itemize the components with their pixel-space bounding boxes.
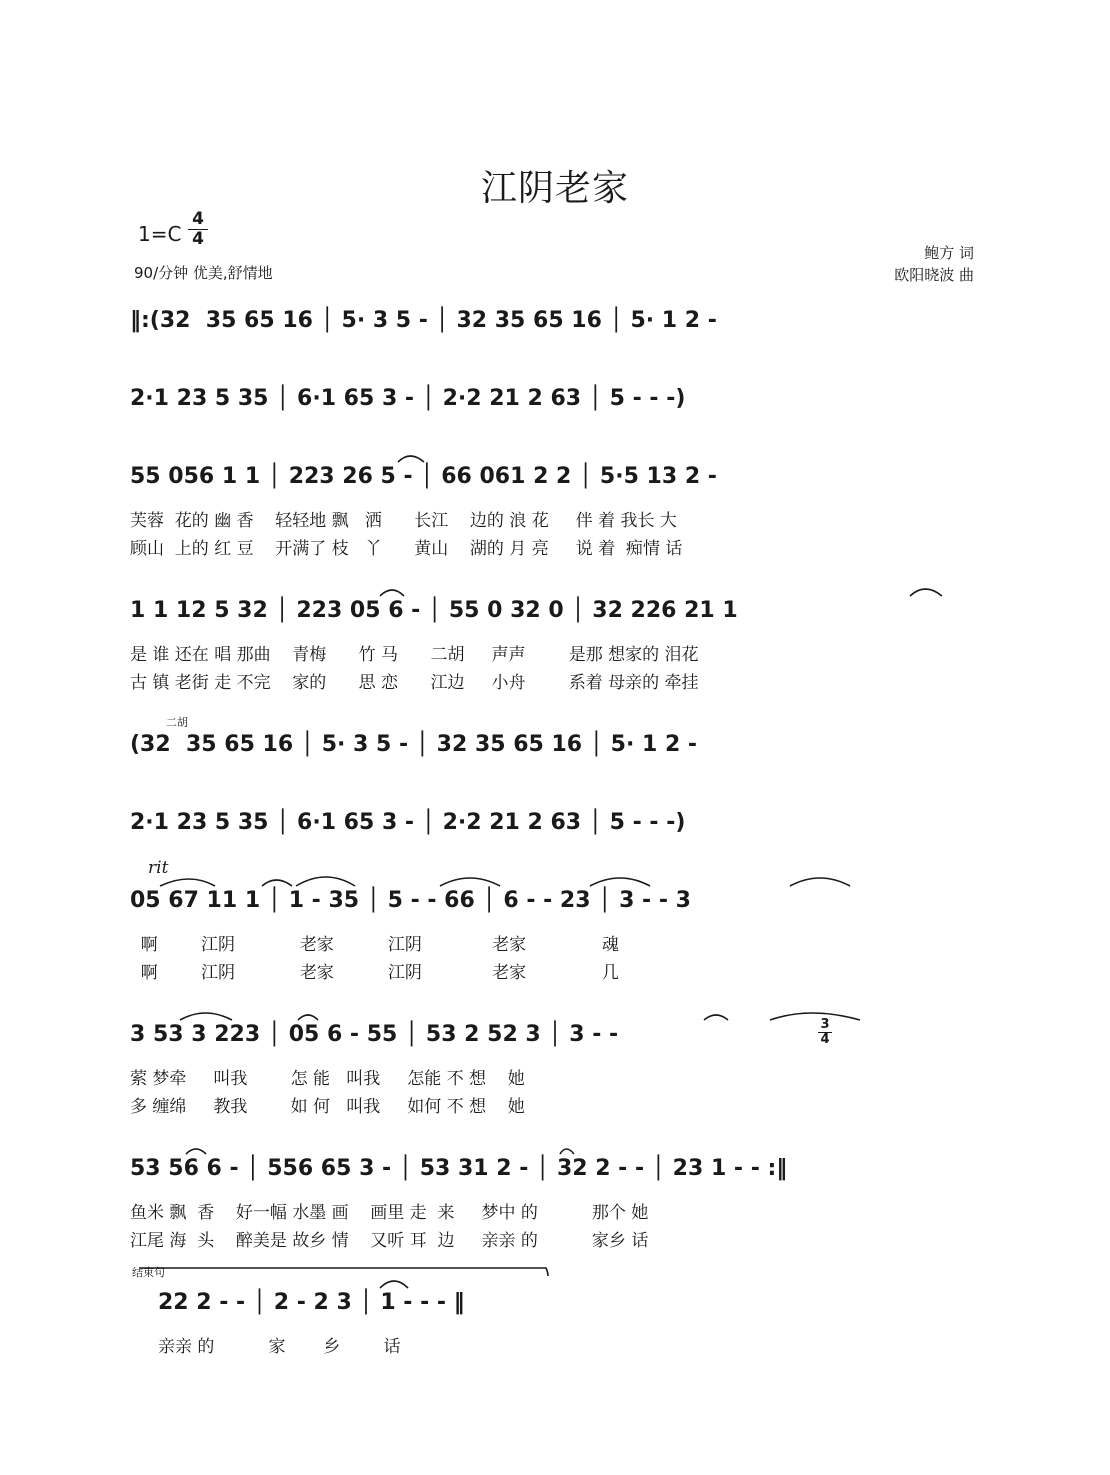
ts-change-denominator: 4 [820, 1032, 830, 1047]
notation-row-1: ‖:(32 35 65 16 │ 5· 3 5 - │ 32 35 65 16 │ 5· 1 2 - [130, 308, 717, 333]
lyrics-row-10-verse-1: 亲亲 的 家 乡 话 [158, 1337, 401, 1357]
time-signature-numerator: 4 [188, 210, 208, 230]
notation-row-3: 55 056 1 1 │ 223 26 5 - │ 66 061 2 2 │ 5·5 13 2 - [130, 464, 717, 489]
ritardando-mark: rit [148, 858, 169, 878]
slur-mark [590, 878, 650, 886]
lyrics-row-7-verse-2: 啊 江阴 老家 江阴 老家 几 [130, 963, 619, 983]
lyrics-row-8-verse-2: 多 缠绵 教我 如 何 叫我 如何 不 想 她 [130, 1097, 525, 1117]
lyricist-credit: 鲍方 词 [924, 244, 974, 262]
lyrics-row-4-verse-1: 是 谁 还在 唱 那曲 青梅 竹 马 二胡 声声 是那 想家的 泪花 [130, 645, 699, 665]
notation-row-5: (32 35 65 16 │ 5· 3 5 - │ 32 35 65 16 │ 5· 1 2 - [130, 732, 698, 757]
ts-change-numerator: 3 [818, 1018, 832, 1033]
composer-credit: 欧阳晓波 曲 [894, 266, 974, 284]
slur-mark [440, 878, 500, 886]
instrument-mark-erhu: 二胡 [166, 716, 188, 729]
slur-mark [380, 1281, 408, 1288]
ending-phrase-mark: 结束句 [132, 1266, 165, 1279]
slur-mark [398, 456, 424, 462]
slur-mark [380, 590, 404, 596]
lyrics-row-7-verse-1: 啊 江阴 老家 江阴 老家 魂 [130, 935, 619, 955]
lyrics-row-9-verse-2: 江尾 海 头 醉美是 故乡 情 又听 耳 边 亲亲 的 家乡 话 [130, 1231, 649, 1251]
slur-mark [560, 1149, 574, 1154]
slur-mark [704, 1015, 728, 1020]
lyrics-row-9-verse-1: 鱼米 飘 香 好一幅 水墨 画 画里 走 来 梦中 的 那个 她 [130, 1203, 649, 1223]
slur-mark [790, 878, 850, 886]
tempo-marking: 90/分钟 优美,舒情地 [134, 264, 273, 282]
notation-row-10: 22 2 - - │ 2 - 2 3 │ 1 - - - ‖ [158, 1290, 465, 1315]
ending-bracket [140, 1268, 548, 1276]
slur-mark [296, 877, 355, 886]
notation-row-6: 2·1 23 5 35 │ 6·1 65 3 - │ 2·2 21 2 63 │ 5 - - -) [130, 810, 686, 835]
slur-mark [160, 879, 215, 886]
slur-mark [262, 880, 292, 886]
slur-mark [910, 589, 942, 596]
slur-mark [770, 1013, 860, 1020]
lyrics-row-8-verse-1: 萦 梦牵 叫我 怎 能 叫我 怎能 不 想 她 [130, 1069, 525, 1089]
page-title: 江阴老家 [480, 168, 629, 209]
notation-row-7: 05 67 11 1 │ 1 - 35 │ 5 - - 66 │ 6 - - 23 │ 3 - - 3 [130, 888, 691, 913]
notation-row-8: 3 53 3 223 │ 05 6 - 55 │ 53 2 52 3 │ 3 - - [130, 1022, 619, 1047]
slur-mark [298, 1015, 318, 1020]
time-signature-denominator: 4 [192, 229, 204, 249]
key-signature: 1=C [138, 222, 182, 246]
notation-row-4: 1 1 12 5 32 │ 223 05 6 - │ 55 0 32 0 │ 32 226 21 1 [130, 598, 738, 623]
lyrics-row-4-verse-2: 古 镇 老街 走 不完 家的 思 恋 江边 小舟 系着 母亲的 牵挂 [130, 673, 699, 693]
notation-row-2: 2·1 23 5 35 │ 6·1 65 3 - │ 2·2 21 2 63 │ 5 - - -) [130, 386, 686, 411]
lyrics-row-3-verse-1: 芙蓉 花的 幽 香 轻轻地 飘 洒 长江 边的 浪 花 伴 着 我长 大 [130, 511, 677, 531]
slur-mark [186, 1149, 206, 1154]
lyrics-row-3-verse-2: 顾山 上的 红 豆 开满了 枝 丫 黄山 湖的 月 亮 说 着 痴情 话 [130, 539, 683, 559]
notation-row-9: 53 56 6 - │ 556 65 3 - │ 53 31 2 - │ 32 2 - - │ 23 1 - - :‖ [130, 1156, 788, 1181]
slur-mark [180, 1013, 232, 1020]
